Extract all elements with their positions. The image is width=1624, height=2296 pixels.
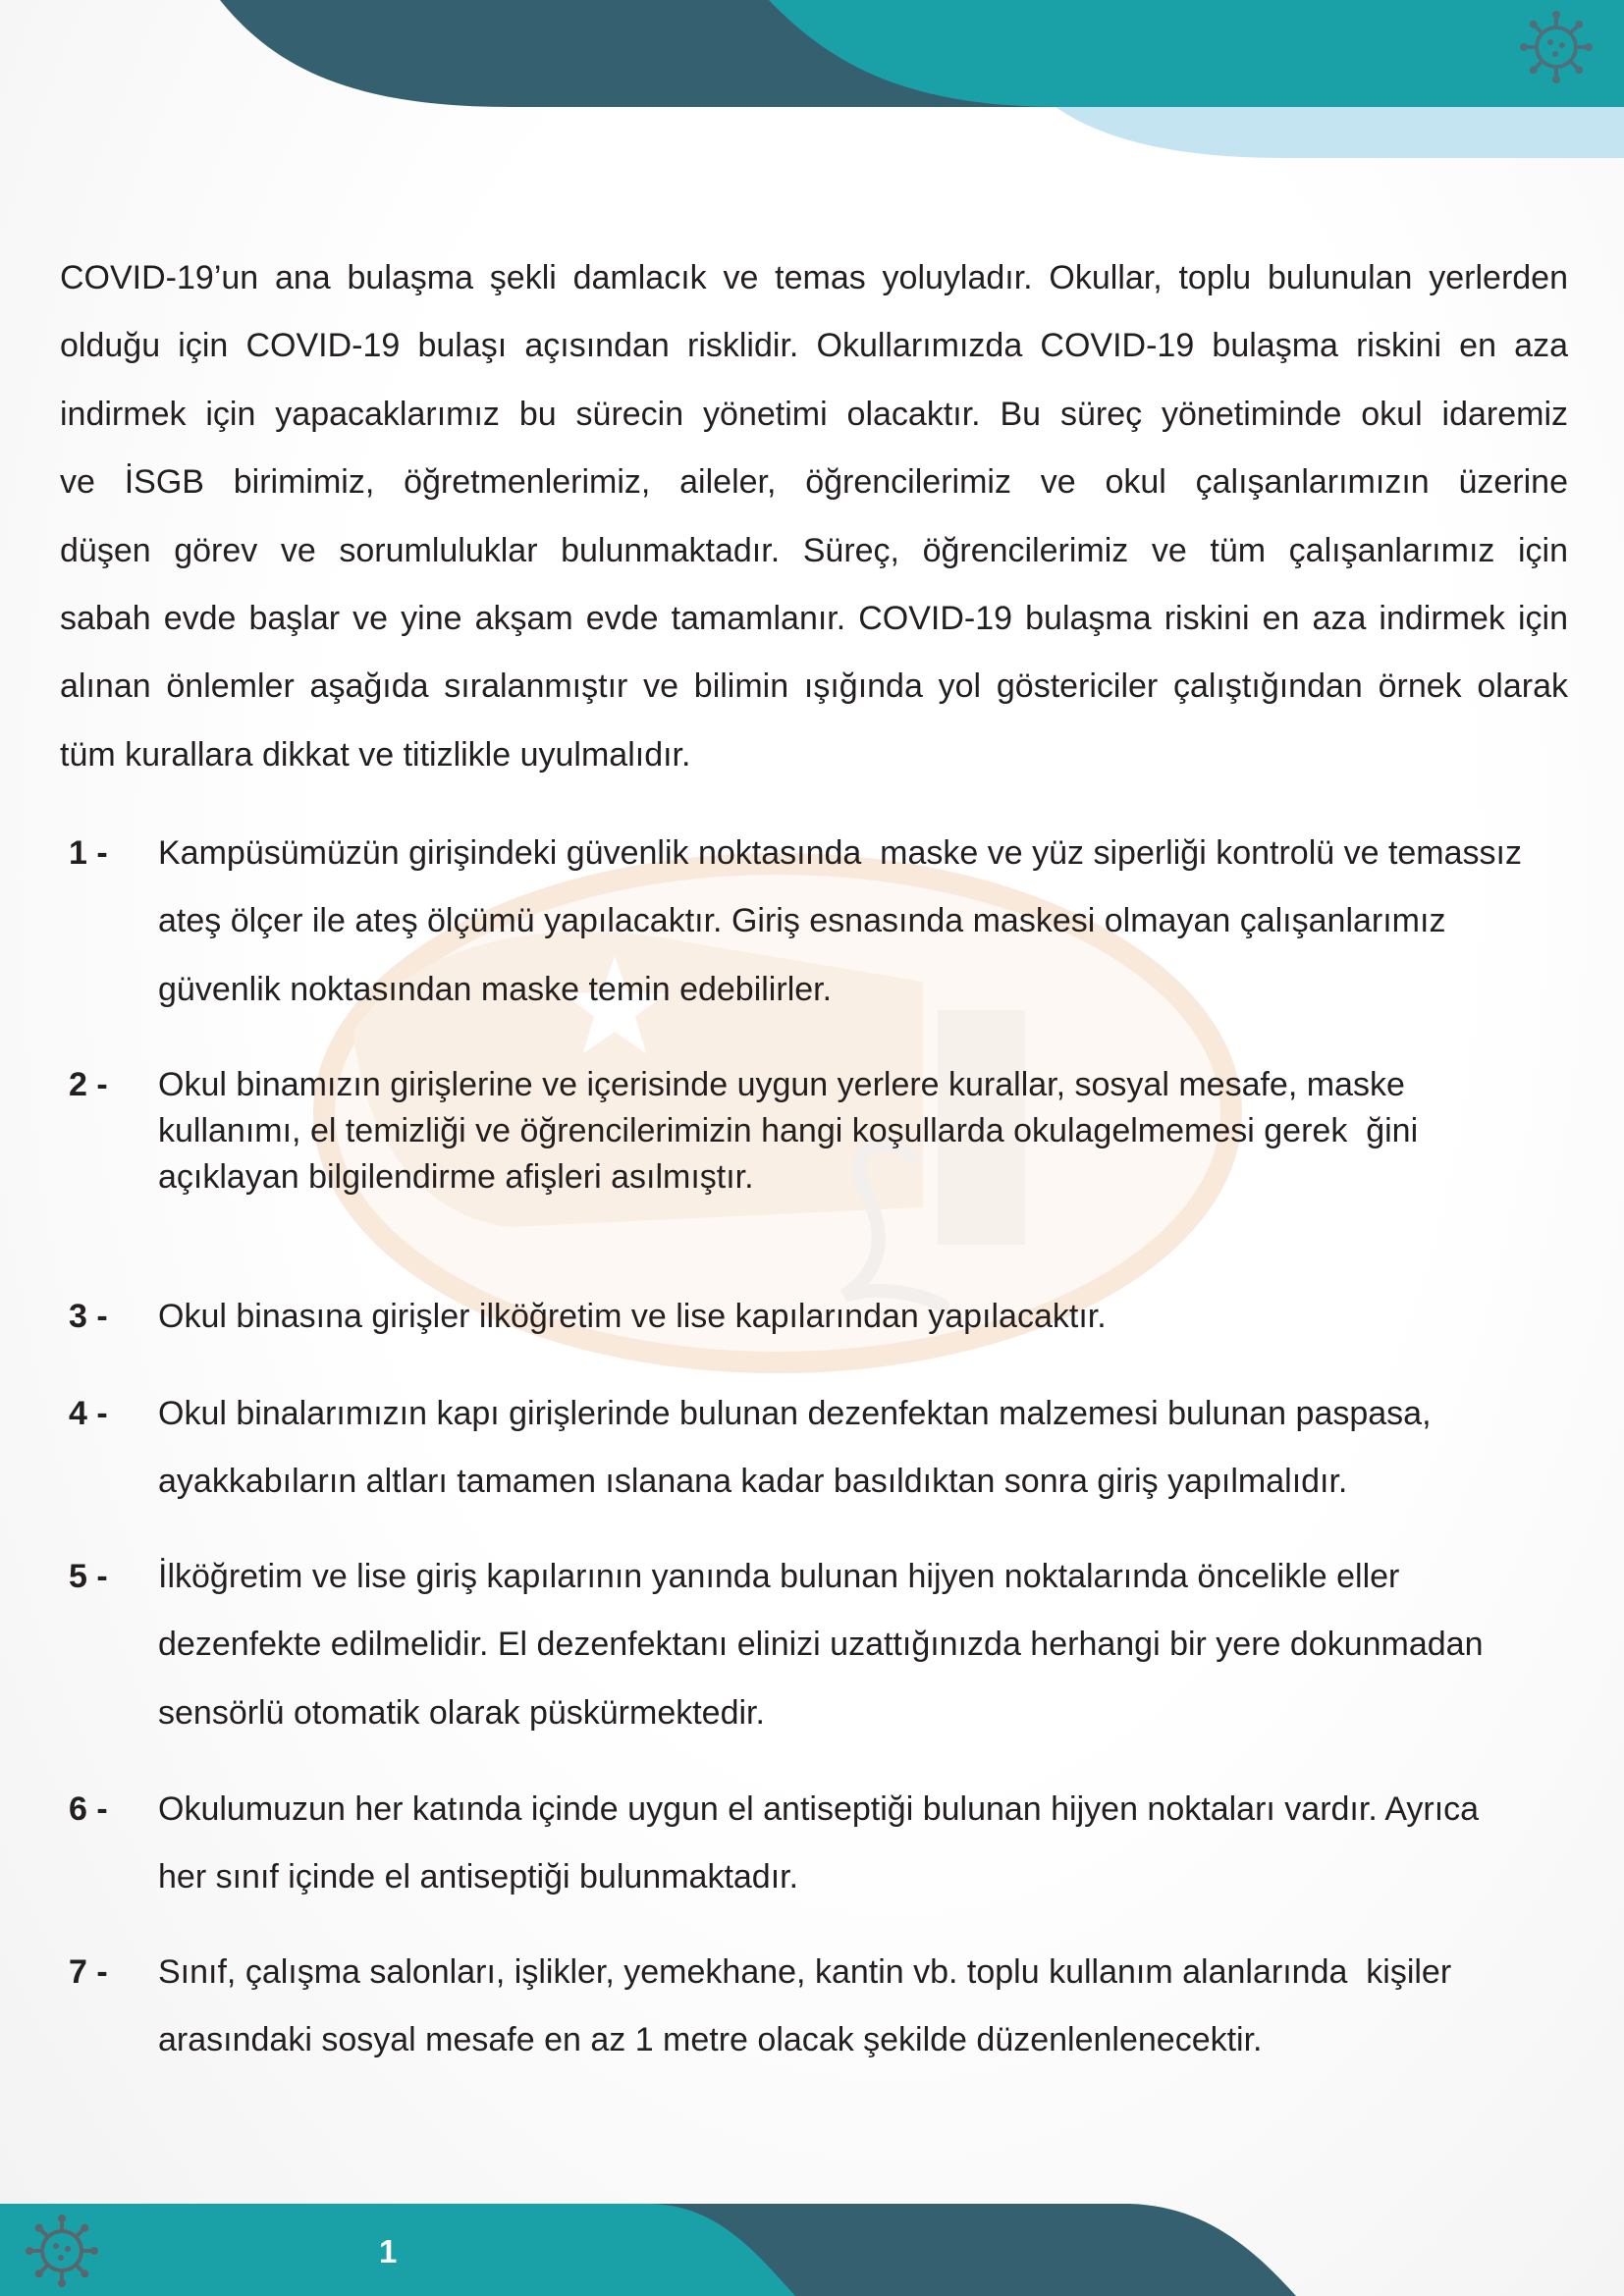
header-decoration (0, 0, 1624, 167)
item-line: Okulumuzun her katında içinde uygun el antiseptiği bulunan hijyen noktaları vardır. Ayrıca (158, 1790, 1480, 1828)
item-line: açıklayan bilgilendirme afişleri asılmıştır. (158, 1158, 754, 1196)
item-line: sensörlü otomatik olarak püskürmektedir. (158, 1693, 765, 1732)
item-text (158, 1776, 1592, 1912)
item-line: Okul binamızın girişlerine ve içerisinde uygun yerlere kurallar, sosyal mesafe, maske (158, 1066, 1405, 1103)
intro-line: tüm kurallara dikkat ve titizlikle uyulmalıdır. (60, 735, 691, 774)
item-number: 6 - (69, 1790, 108, 1828)
item-line: Okul binalarımızın kapı girişlerinde bulunan dezenfektan malzemesi bulunan paspasa, (158, 1395, 1432, 1432)
page-number: 1 (379, 2233, 398, 2269)
item-line: İlköğretim ve lise giriş kapılarının yanında bulunan hijyen noktalarında öncelikle eller (158, 1558, 1400, 1595)
item-number: 1 - (69, 834, 108, 872)
item-line: kullanımı, el temizliği ve öğrencilerimizin hangi koşullarda okulagelmemesi gerek ğini (158, 1112, 1419, 1149)
intro-paragraph (60, 244, 1568, 789)
item-line: ayakkabıların altları tamamen ıslanana kadar basıldıktan sonra giriş yapılmalıdır. (158, 1463, 1348, 1501)
footer-teal-band (0, 2204, 795, 2296)
item-line: her sınıf içinde el antiseptiği bulunmaktadır. (158, 1858, 799, 1896)
item-line: Kampüsümüzün girişindeki güvenlik noktasında maske ve yüz siperliği kontrolü ve temassız (158, 834, 1522, 872)
item-number: 5 - (69, 1558, 108, 1595)
item-text (158, 1543, 1592, 1747)
item-line: ateş ölçer ile ateş ölçümü yapılacaktır. Giriş esnasında maskesi olmayan çalışanlarımız (158, 902, 1446, 940)
item-number: 7 - (69, 1953, 108, 1991)
item-text (158, 1283, 1592, 1351)
item-text (158, 1380, 1592, 1517)
intro-line: COVID-19’un ana bulaşma şekli damlacık ve temas yoluyladır. Okullar, toplu bulunulan yerlerden (60, 259, 1568, 296)
item-text (158, 820, 1592, 1024)
intro-line: olduğu için COVID-19 bulaşı açısından risklidir. Okullarımızda COVID-19 bulaşma riskini en aza (60, 327, 1568, 365)
item-number: 4 - (69, 1395, 108, 1432)
intro-line: alınan önlemler aşağıda sıralanmıştır ve bilimin ışığında yol göstericiler çalıştığından örnek olarak (60, 667, 1568, 706)
item-number: 2 - (69, 1066, 108, 1103)
item-line: Okul binasına girişler ilköğretim ve lise kapılarından yapılacaktır. (158, 1298, 1107, 1335)
item-text (158, 1939, 1592, 2075)
header-light-band (1056, 107, 1624, 158)
footer-decoration (0, 2194, 1624, 2296)
intro-line: düşen görev ve sorumluluklar bulunmaktadır. Süreç, öğrencilerimiz ve tüm çalışanlarımız için (60, 531, 1568, 569)
item-line: arasındaki sosyal mesafe en az 1 metre olacak şekilde düzenlenlenecektir. (158, 2021, 1263, 2059)
intro-line: indirmek için yapacaklarımız bu sürecin yönetimi olacaktır. Bu süreç yönetiminde okul idaremiz (60, 395, 1568, 433)
intro-line: ve İSGB birimimiz, öğretmenlerimiz, aileler, öğrencilerimiz ve okul çalışanlarımızın üzerine (60, 463, 1568, 502)
intro-line: sabah evde başlar ve yine akşam evde tamamlanır. COVID-19 bulaşma riskini en aza indirmek için (60, 599, 1568, 637)
item-line: Sınıf, çalışma salonları, işlikler, yemekhane, kantin vb. toplu kullanım alanlarında kişiler (158, 1953, 1452, 1991)
item-number: 3 - (69, 1298, 108, 1335)
item-line: güvenlik noktasından maske temin edebilirler. (158, 970, 833, 1008)
item-line: dezenfekte edilmelidir. El dezenfektanı elinizi uzattığınızda herhangi bir yere dokunmadan (158, 1626, 1484, 1664)
item-text (158, 1062, 1592, 1201)
